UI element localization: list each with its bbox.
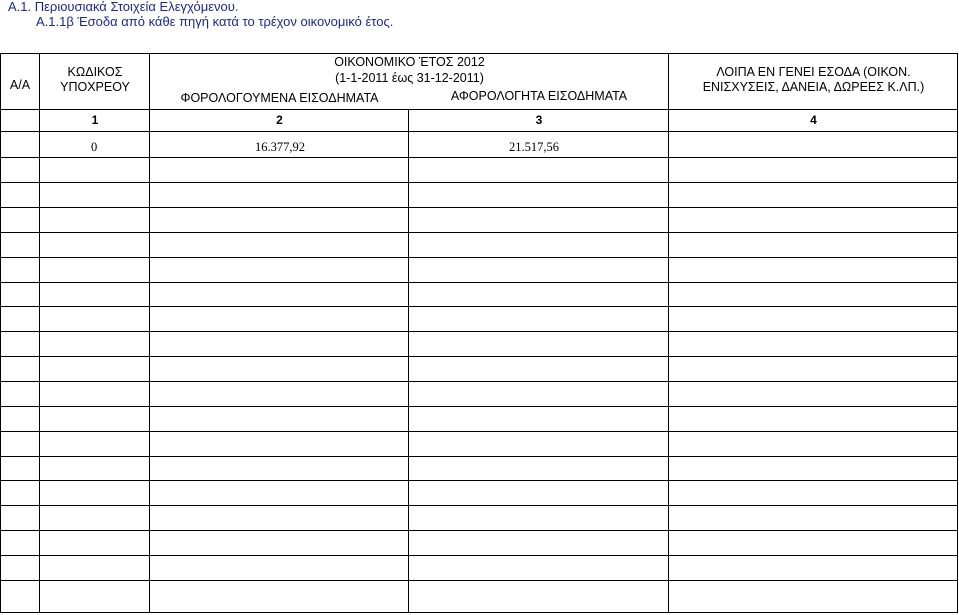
column-number-4: 4 (810, 113, 817, 127)
header-nontaxable-income: ΑΦΟΡΟΛΟΓΗΤΑ ΕΙΣΟΔΗΜΑΤΑ (450, 89, 628, 103)
row-1-code: 0 (91, 140, 98, 154)
header-other-income-line2: ΕΝΙΣΧΥΣΕΙΣ, ΔΑΝΕΙΑ, ΔΩΡΕΕΣ Κ.ΛΠ.) (702, 80, 925, 94)
header-taxable-income: ΦΟΡΟΛΟΓΟΥΜΕΝΑ ΕΙΣΟΔΗΜΑΤΑ (180, 91, 379, 105)
header-fiscal-year: ΟΙΚΟΝΟΜΙΚΟ ΈΤΟΣ 2012 (334, 55, 485, 69)
header-fiscal-period: (1-1-2011 έως 31-12-2011) (335, 71, 484, 85)
header-aa: Α/Α (9, 78, 31, 92)
row-1-nontaxable-amount: 21.517,56 (509, 140, 559, 154)
section-title: Α.1. Περιουσιακά Στοιχεία Ελεγχόμενου. (8, 0, 239, 14)
column-number-2: 2 (276, 113, 283, 127)
column-number-1: 1 (91, 113, 99, 127)
header-code-line2: ΥΠΟΧΡΕΟΥ (60, 80, 130, 94)
data-row-lines (0, 158, 958, 581)
header-other-income-line1: ΛΟΙΠΑ ΕΝ ΓΕΝΕΙ ΕΣΟΔΑ (ΟΙΚΟΝ. (716, 65, 911, 79)
row-1-taxable-amount: 16.377,92 (255, 140, 305, 154)
column-number-3: 3 (535, 113, 543, 127)
header-code-line1: ΚΩΔΙΚΟΣ (67, 65, 123, 79)
subsection-title: Α.1.1β Έσοδα από κάθε πηγή κατά το τρέχον οικονομικό έτος. (36, 14, 394, 29)
